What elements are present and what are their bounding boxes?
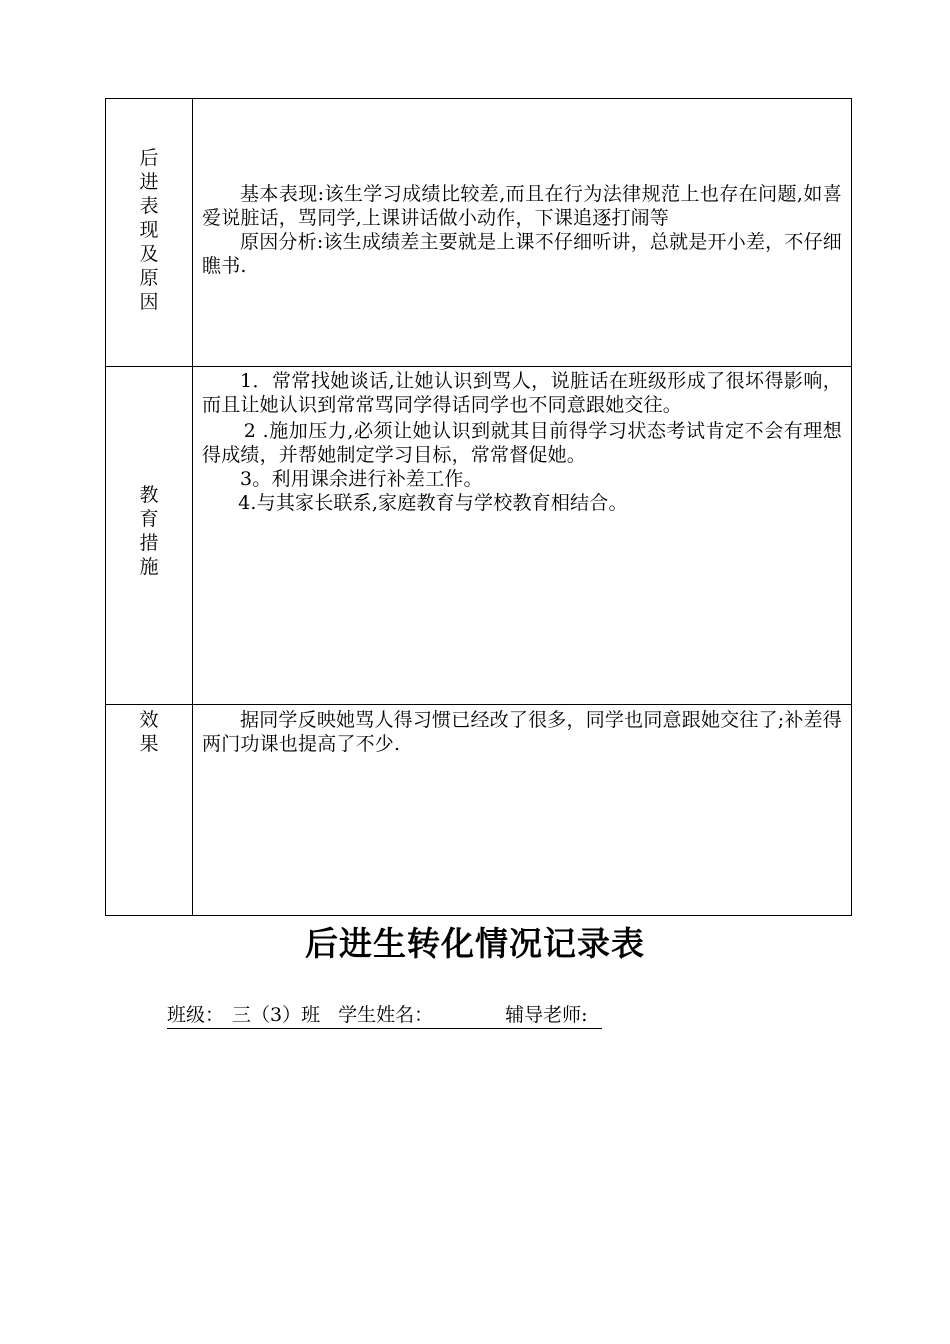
paragraph-basic-performance: 基本表现:该生学习成绩比较差,而且在行为法律规范上也存在问题,如喜爱说脏话，骂同学,上课讲话做小动作，下课追逐打闹等 bbox=[202, 183, 842, 229]
class-label: 班级： bbox=[167, 1004, 225, 1026]
row-label-cell bbox=[106, 705, 193, 916]
paragraph-measure-3: 3。利用课余进行补差工作。 bbox=[240, 468, 483, 490]
table-row-effect bbox=[106, 705, 852, 916]
table-row-performance bbox=[106, 99, 852, 367]
paragraph-measure-1: 1．常常找她谈话,让她认识到骂人，说脏话在班级形成了很坏得影响，而且让她认识到常常骂同学得话同学也不同意跟她交往。 bbox=[202, 370, 842, 416]
tutor-label: 辅导老师: bbox=[505, 1004, 588, 1026]
table-row-measures bbox=[106, 367, 852, 705]
row-label-performance: 后进表现及原因 bbox=[139, 147, 159, 313]
meta-line bbox=[167, 1002, 602, 1029]
page-title: 后进生转化情况记录表 bbox=[305, 924, 645, 963]
paragraph-measure-2: 2 .施加压力,必须让她认识到就其目前得学习状态考试肯定不会有理想得成绩，并帮她制定学习目标，常常督促她。 bbox=[202, 420, 842, 466]
student-label: 学生姓名： bbox=[338, 1004, 434, 1026]
paragraph-effect: 据同学反映她骂人得习惯已经改了很多，同学也同意跟她交往了;补差得两门功课也提高了不少. bbox=[202, 709, 842, 755]
row-content-cell bbox=[193, 367, 852, 705]
row-label-measures: 教育措施 bbox=[139, 484, 159, 578]
row-label-effect: 效果 bbox=[139, 709, 159, 755]
paragraph-measure-4: 4.与其家长联系,家庭教育与学校教育相结合。 bbox=[238, 492, 628, 514]
record-table bbox=[105, 98, 852, 916]
row-content-cell bbox=[193, 99, 852, 367]
paragraph-cause-analysis: 原因分析:该生成绩差主要就是上课不仔细听讲，总就是开小差，不仔细瞧书. bbox=[202, 231, 842, 277]
row-label-cell bbox=[106, 99, 193, 367]
row-content-cell bbox=[193, 705, 852, 916]
row-label-cell bbox=[106, 367, 193, 705]
class-value: 三（3）班 bbox=[232, 1004, 321, 1026]
